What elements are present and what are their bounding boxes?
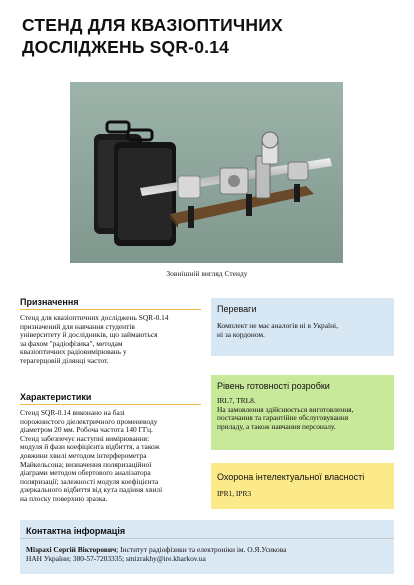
characteristics-text — [20, 409, 208, 504]
characteristics-divider — [20, 404, 201, 405]
readiness-text — [217, 397, 389, 431]
title-line-1: СТЕНД ДЛЯ КВАЗІОПТИЧНИХ — [22, 15, 283, 35]
contact-name: Мізрахі Сергій Вікторович — [26, 545, 117, 554]
contact-text — [26, 545, 388, 563]
purpose-line: квазіоптичних радіовимірювань у — [20, 347, 127, 357]
advantages-text — [217, 322, 389, 339]
purpose-line: Стенд для квазіоптичних досліджень SQR-0.14 — [20, 313, 169, 322]
contact-affiliation: ; Інститут радіофізики та електроніки ім. О.Я.Усикова — [116, 545, 287, 554]
ip-box — [211, 463, 394, 509]
contact-line-1 — [26, 545, 388, 554]
contact-box — [20, 520, 394, 574]
contact-heading: Контактна інформація — [26, 526, 126, 536]
characteristics-line: дзеркального відбиття від кута падіння хвилі — [20, 485, 163, 495]
characteristics-line: Стенд SQR-0.14 виконано на базі — [20, 408, 125, 417]
characteristics-line: поляризації; залежності модуля коефіцієнта — [20, 476, 159, 486]
characteristics-heading: Характеристики — [20, 392, 92, 402]
contact-divider — [20, 538, 394, 539]
ip-text — [217, 490, 389, 499]
advantages-line: Комплект не має аналогів ні в Україні, — [217, 321, 338, 330]
readiness-line: На замовлення здійснюється виготовлення, — [217, 404, 354, 414]
stand-illustration — [70, 82, 343, 263]
characteristics-line: діаграми методом обертового аналізатора — [20, 468, 151, 478]
readiness-line: IRL7, TRL8. — [217, 396, 256, 405]
characteristics-line: Стенд забезпечує наступні вимірювання: — [20, 433, 150, 443]
stand-photo — [70, 82, 343, 263]
purpose-line: за фахом "радіофізика", методам — [20, 338, 123, 348]
purpose-heading: Призначення — [20, 297, 79, 307]
characteristics-line: модуля й фази коефіцієнта відбиття, а також — [20, 442, 160, 452]
title-line-2: ДОСЛІДЖЕНЬ SQR-0.14 — [22, 37, 230, 57]
advantages-line: ні за кордоном. — [217, 329, 265, 339]
readiness-line: приладу, а також навчання персоналу. — [217, 421, 336, 431]
characteristics-line: довжини хвилі методом інтерферометра — [20, 450, 147, 460]
characteristics-line: Майкельсона; визначення поляризаційної — [20, 459, 152, 469]
readiness-box — [211, 375, 394, 450]
readiness-heading: Рівень готовності розробки — [217, 381, 330, 391]
characteristics-line: порожнистого діелектричного променеводу — [20, 416, 158, 426]
advantages-heading: Переваги — [217, 304, 257, 314]
page-title — [22, 14, 402, 58]
purpose-text — [20, 314, 205, 366]
ip-heading: Охорона інтелектуальної власності — [217, 472, 365, 482]
purpose-divider — [20, 309, 201, 310]
advantages-box — [211, 298, 394, 356]
purpose-line: університету й дослідників, що займаються — [20, 330, 158, 340]
contact-line-2: НАН України; 380-57-7203335; smizrakhy@ire.kharkov.ua — [26, 554, 206, 563]
ip-line: IPR1, IPR3 — [217, 489, 252, 498]
characteristics-line: на плоску поверхню зразка. — [20, 493, 108, 503]
photo-caption: Зовнішній вигляд Стенду — [166, 269, 248, 278]
purpose-line: призначений для навчання студентів — [20, 321, 135, 331]
characteristics-line: діаметром 20 мм. Робоча частота 140 ГГц. — [20, 425, 153, 435]
purpose-line: терагерцовій ділянці частот. — [20, 355, 109, 365]
readiness-line: постачання та гарантійне обслуговування — [217, 413, 349, 423]
